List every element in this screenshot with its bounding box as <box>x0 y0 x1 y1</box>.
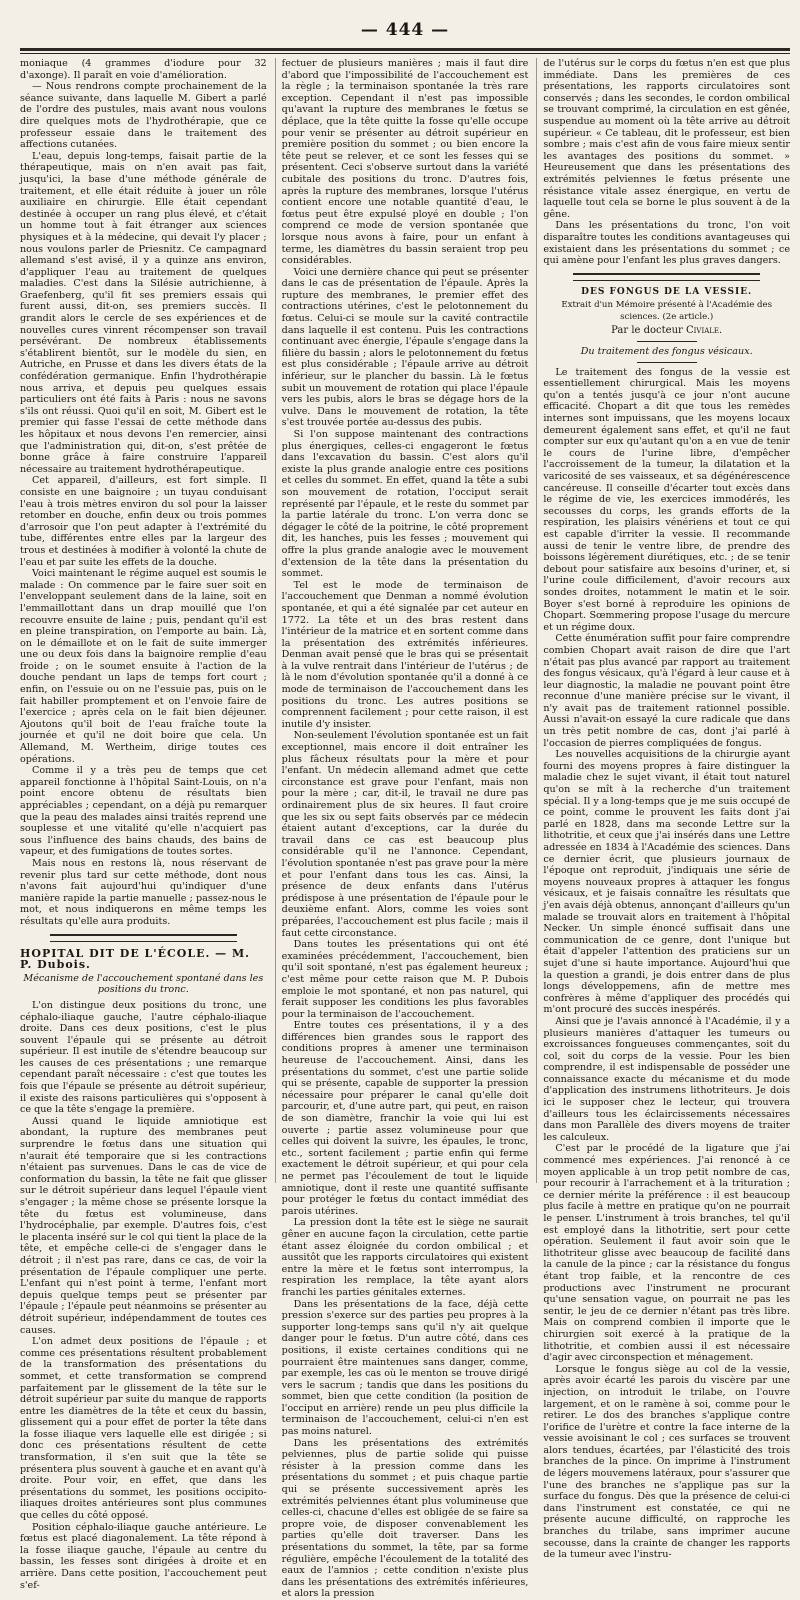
paragraph: Non-seulement l'évolution spontanée est un fait exceptionnel, mais encore il doit entraîner les plus fâcheux résultats pour la mère et pour l'enfant. Un médecin allemand admet que cette circonstance est grave pour l'enfant, mais non pour la mère ; car, dit-il, le travail ne dure pas ordinairement plus de six heures. Il faut croire que les six ou sept faits observés par ce médecin étaient autant d'exceptions, car la durée du travail dans ce cas est beaucoup plus considérable qu'il ne l'annonce. Cependant, l'évolution spontanée n'est pas grave pour la mère et pour l'enfant dans tous les cas. Ainsi, la présence de deux enfants dans l'utérus prédispose à une présentation de l'épaule pour le deuxième enfant. Alors, comme les voies sont préparées, l'accouchement est plus facile ; mais il faut cette circonstance. <box>281 730 529 939</box>
short-divider <box>637 341 697 342</box>
author-prefix: Par le docteur <box>611 325 686 337</box>
column-1 <box>20 58 267 1591</box>
paragraph: Cet appareil, d'ailleurs, est fort simple. Il consiste en une baignoire ; un tuyau conduisant l'eau à trois mètres environ du sol pour la laisser retomber en douche, enfin deux ou trois pommes d'arrosoir que l'on peut adapter à l'extrémité du tube, différentes entre elles par la largeur des trous et destinées à modifier à volonté la chute de l'eau et par suite les effets de la douche. <box>20 475 267 568</box>
paragraph: L'on admet deux positions de l'épaule ; et comme ces présentations résultent probablement de la transformation des présentations du sommet, et cette transformation se comprend parfaitement par le glissement de la tête sur le détroit supérieur par suite du manque de rapports entre les diamètres de la tête et ceux du bassin, glissement qui a pour effet de porter la tête dans la fosse iliaque vers laquelle elle est dirigée ; si donc ces présentations résultent de cette transformation, il s'en suit que la tête se présentera plus souvent à gauche et en avant qu'à droite. Pour voir, en effet, que dans les présentations du sommet, les positions occipito-iliaques droites antérieures sont plus communes que celles du côté opposé. <box>20 1336 267 1522</box>
paragraph: Aussi quand le liquide amniotique est abondant, la rupture des membranes peut surprendre le fœtus dans une situation qui n'aurait été temporaire que si les contractions n'étaient pas survenues. Dans le cas de vice de conformation du bassin, la tête ne fait que glisser sur le détroit supérieur dans lequel l'épaule vient s'engager ; la même chose se présente lorsque la tête du fœtus est volumineuse, dans l'hydrocéphalie, par exemple. D'autres fois, c'est le placenta inséré sur le col qui tient la place de la tête, et empêche celle-ci de s'engager dans le détroit ; il n'est pas rare, dans ce cas, de voir la présentation de l'épaule compliquer une perte. L'enfant qui n'est point à terme, l'enfant mort depuis quelque temps peut se présenter par l'épaule ; l'épaule peut néanmoins se présenter au détroit supérieur, indépendamment de toutes ces causes. <box>20 1115 267 1336</box>
section-title: DES FONGUS DE LA VESSIE. <box>581 286 753 297</box>
column-3 <box>536 58 791 1561</box>
paragraph: La pression dont la tête est le siège ne saurait gêner en aucune façon la circulation, cette partie étant assez éloignée du cordon ombilical ; et aussitôt que les rapports circulatoires qui existent entre la mère et le fœtus sont interrompus, la respiration les remplace, la tête ayant alors franchi les parties génitales externes. <box>281 1217 529 1298</box>
paragraph: Voici maintenant le régime auquel est soumis le malade : On commence par le faire suer soit en l'enveloppant seulement dans de la laine, soit en l'emmaillottant dans un drap mouillé que l'on recouvre ensuite de laine ; puis, pendant qu'il est en pleine transpiration, on l'emporte au bain. Là, on le démaillote et on le fait de suite immerger une ou deux fois dans la baignoire remplie d'eau froide ; on le soumet ensuite à l'action de la douche pendant un laps de temps fort court ; enfin, on l'essuie ou on ne l'essuie pas, puis on le fait habiller promptement et on l'envoie faire de l'exercice ; après cela on le fait bien déjeuner. Ajoutons qu'il boit de l'eau fraîche toute la journée et qu'il ne doit boire que cela. Un Allemand, M. Wertheim, dirige toutes ces opérations. <box>20 568 267 765</box>
paragraph: Dans les présentations de la face, déjà cette pression s'exerce sur des parties peu propres à la supporter long-temps sans qu'il n'y ait quelque danger pour le fœtus. D'un autre côté, dans ces positions, il existe certaines conditions qui ne pourraient être maintenues sans danger, comme, par exemple, les cas où le menton se trouve dirigé vers le sacrum ; tandis que dans les positions du sommet, bien que cette condition (la position de l'occiput en arrière) rende un peu plus difficile la terminaison de l'accouchement, celui-ci n'en est pas moins naturel. <box>281 1298 529 1438</box>
paragraph: fectuer de plusieurs manières ; mais il faut dire d'abord que l'impossibilité de l'accouchement est la règle ; la terminaison spontanée la très rare exception. Cependant il n'est pas impossible qu'avant la rupture des membranes le fœtus se déplace, que la tête quitte la fosse qu'elle occupe pour venir se présenter au détroit supérieur en première position du sommet ; ou bien encore la tête peut se relever, et ce sont les fesses qui se présentent. Ceci s'observe surtout dans la variété cubitale des positions du tronc. D'autres fois, après la rupture des membranes, lorsque l'utérus contient encore une notable quantité d'eau, le fœtus peut être expulsé ployé en double ; l'on comprend ce mode de version spontanée que lorsque nous avons à faire, pour un enfant à terme, les diamètres du bassin seraient trop peu considérables. <box>281 58 529 267</box>
paragraph: Entre toutes ces présentations, il y a des différences bien grandes sous le rapport des conditions propres à amener une terminaison heureuse de l'accouchement. Ainsi, dans les présentations du sommet, c'est une partie solide qui se présente, capable de supporter la pression nécessaire pour préparer le canal qu'elle doit parcourir, et, d'une autre part, qui peut, en raison de son diamètre, franchir la voie qui lui est ouverte ; partie assez volumineuse pour que celles qui doivent la suivre, les épaules, le tronc, etc., sortent facilement ; partie enfin qui ferme exactement le détroit supérieur, et qui pour cela ne permet pas l'écoulement de tout le liquide amniotique, dont il reste une quantité suffisante pour protéger le fœtus du contact immédiat des parois utérines. <box>281 1020 529 1217</box>
paragraph: Cette énumération suffit pour faire comprendre combien Chopart avait raison de dire que l'art n'était pas plus avancé par rapport au traitement des fongus vésicaux, qu'à l'égard à leur cause et à leur diagnostic, la maladie ne pouvant point être reconnue d'une manière précise sur le vivant, il n'y avait pas de traitement rationnel possible. Aussi n'avait-on essayé la cure radicale que dans un très petit nombre de cas, dont j'ai parlé à l'occasion de pierres compliquées de fongus. <box>543 633 791 749</box>
paragraph: Tel est le mode de terminaison de l'accouchement que Denman a nommé évolution spontanée, et qui a été signalée par cet auteur en 1772. La tête et un des bras restent dans l'intérieur de la matrice et en sortent comme dans la présentation des extrémités inférieures. Denman avait pensé que le bras qui se présentait à la vulve rentrait dans l'intérieur de l'utérus ; de là le nom d'évolution spontanée qu'il a donné à ce mode de terminaison de l'accouchement dans les positions du tronc. Les autres positions se comprennent facilement ; pour cette raison, il est inutile d'y insister. <box>281 579 529 730</box>
paragraph: Les nouvelles acquisitions de la chirurgie ayant fourni des moyens propres à faire distinguer la maladie chez le sujet vivant, il était tout naturel qu'on se mît à la recherche d'un traitement spécial. Il y a long-temps que je me suis occupé de ce point, comme le prouvent les faits dont j'ai parlé en 1828, dans ma seconde Lettre sur la lithotritie, et ceux que j'ai insérés dans une Lettre adressée en 1834 à l'Académie des sciences. Dans ce dernier écrit, que plusieurs journaux de l'époque ont reproduit, j'indiquais une série de moyens nouveaux propres à attaquer les fongus vésicaux, et je faisais connaître les résultats que j'en avais déjà obtenus, annonçant d'ailleurs qu'un malade se trouvait alors en traitement à l'hôpital Necker. Un simple énoncé suffisait dans une communication de ce genre, dont l'unique but était d'appeler l'attention des praticiens sur un sujet d'une si haute importance. Aujourd'hui que la question a grandi, je dois entrer dans de plus longs développemens, afin de mettre mes confrères à même d'appliquer des procédés qui m'ont procuré des succès inespérés. <box>543 749 791 1016</box>
paragraph: Si l'on suppose maintenant des contractions plus énergiques, celles-ci engageront le fœtus dans l'excavation du bassin. C'est alors qu'il existe la plus grande analogie entre ces positions et celles du sommet. En effet, quand la tête a subi son mouvement de rotation, l'occiput serait représenté par l'épaule, et le reste du sommet par la partie latérale du tronc. L'on verra donc se dégager le côté de la poitrine, le côté proprement dit, les hanches, puis les fesses ; mouvement qui offre la plus grande analogie avec le mouvement d'extension de la tête dans la présentation du sommet. <box>281 429 529 580</box>
page-number: — 444 — <box>360 20 450 40</box>
article-subtitle: Mécanisme de l'accouchement spontané dans les positions du tronc. <box>23 972 264 996</box>
page-header <box>20 10 790 58</box>
paragraph: Comme il y a très peu de temps que cet appareil fonctionne à l'hôpital Saint-Louis, on n'a point encore obtenu de résultats bien appréciables ; cependant, on a déjà pu remarquer que la peau des malades ainsi traités reprend une souplesse et une vitalité qu'elle n'acquiert pas sous l'influence des bains chauds, des bains de vapeur, et des fumigations de toutes sortes. <box>20 765 267 858</box>
author-name: Civiale. <box>685 325 723 337</box>
text-columns <box>20 58 791 1600</box>
author-line <box>543 325 790 337</box>
paragraph: Ainsi que je l'avais annoncé à l'Académie, il y a plusieurs manières d'attaquer les tumeurs ou excroissances fongueuses commençantes, soit du col, soit du corps de la vessie. Pour les bien comprendre, il est indispensable de posséder une connaissance exacte du mécanisme et du mode d'application des instrumens lithotriteurs. Je dois ici le supposer chez le lecteur, qui trouvera d'ailleurs tous les éclaircissements nécessaires dans mon Parallèle des divers moyens de traiter les calculeux. <box>543 1015 791 1143</box>
header-rule-thick <box>20 48 790 51</box>
paragraph: Dans les présentations des extrémités pelviennes, plus de partie solide qui puisse résister à la pression comme dans les présentations du sommet ; et puis chaque partie qui se présente successivement après les extrémités pelviennes étant plus volumineuse que celles-ci, chacune d'elles est obligée de se faire sa propre voie, de disposer convenablement les parties qu'elle doit traverser. Dans les présentations du sommet, la tête, par sa forme régulière, empêche l'écoulement de la totalité des eaux de l'amnios ; cette condition n'existe plus dans les présentations des extrémités inférieures, et alors la pression <box>281 1437 529 1600</box>
paragraph: L'on distingue deux positions du tronc, une céphalo-iliaque gauche, l'autre céphalo-iliaque droite. Dans ces deux positions, c'est le plus souvent l'épaule qui se présente au détroit supérieur. Il est inutile de s'étendre beaucoup sur les causes de ces présentations ; une remarque cependant paraît nécessaire : c'est que toutes les fois que l'épaule se présente au détroit supérieur, il existe des raisons particulières qui s'opposent à ce que la tête s'engage la première. <box>20 999 267 1116</box>
article-subtitle: Du traitement des fongus vésicaux. <box>580 346 753 358</box>
paragraph: Dans les présentations du tronc, l'on voit disparaître toutes les conditions avantageuses qui existaient dans les présentations du sommet ; ce qui amène pour l'enfant les plus graves dangers. <box>543 220 791 267</box>
section-title: HOPITAL DIT DE L'ÉCOLE. — M. P. Dubois. <box>20 946 250 972</box>
paragraph: moniaque (4 grammes d'iodure pour 32 d'axonge). Il paraît en voie d'amélioration. <box>20 58 267 81</box>
paragraph: Voici une dernière chance qui peut se présenter dans le cas de présentation de l'épaule. Après la rupture des membranes, le premier effet des contractions utérines, c'est le pelotonnement du fœtus. Celui-ci se moule sur la cavité contractile dans laquelle il est contenu. Puis les contractions continuant avec énergie, l'épaule s'engage dans la filière du bassin ; alors le pelotonnement du fœtus est plus considérable ; l'épaule arrive au détroit inférieur, sur le plancher du bassin. Là le fœtus subit un mouvement de rotation qui place l'épaule vers les pubis, alors le bras se dégage hors de la vulve. Dans le mouvement de rotation, la tête s'est trouvée portée au-dessus des pubis. <box>281 266 529 429</box>
header-rule-thin <box>20 53 790 54</box>
short-divider <box>637 362 697 363</box>
paragraph: L'eau, depuis long-temps, faisait partie de la thérapeutique, mais on n'en avait pas fait, jusqu'ici, la base d'une méthode générale de traitement, et elle était réduite à jouer un rôle auxiliaire en chirurgie. Elle était cependant destinée à occuper un rang plus élevé, et c'était un homme tout à fait étranger aux sciences physiques et à la médecine, qui devait l'y placer ; nous voulons parler de Priesnitz. Ce campagnard allemand s'est avisé, il y a quinze ans environ, d'appliquer l'eau au traitement de quelques maladies. C'est dans la Silésie autrichienne, à Graefenberg, qu'il fit ses premiers essais qui furent aussi, dit-on, ses premiers succès. Il grandit alors le cercle de ses expériences et de nouvelles cures vinrent récompenser son travail persévérant. De nombreux établissements s'établirent bientôt, sur le modèle du sien, en Autriche, en Prusse et dans les divers états de la confédération germanique. Enfin l'hydrothérapie nous arriva, et depuis peu quelques essais particuliers ont été faits à Paris : nous ne savons s'ils ont réussi. Quoi qu'il en soit, M. Gibert est le premier qui fasse l'essai de cette méthode dans les hôpitaux et nous devons l'en remercier, ainsi que l'administration qui, dit-on, s'est prêtée de bonne grâce à faire construire l'appareil nécessaire au traitement hydrothérapeutique. <box>20 150 267 475</box>
extract-note: Extrait d'un Mémoire présenté à l'Académie des sciences. (2e article.) <box>561 300 773 322</box>
paragraph: Le traitement des fongus de la vessie est essentiellement chirurgical. Mais les moyens qu'on a tentés jusqu'à ce jour n'ont aucune efficacité. Chopart a dit que tous les remèdes internes sont impuissans, que les moyens locaux demeurent également sans effet, et qu'il ne faut compter sur eux qu'autant qu'on a en vue de tenir le cours de l'urine libre, d'empêcher l'accroissement de la tumeur, la dilatation et la varicosité de ses vaisseaux, et sa dégénérescence cancéreuse. Il conseille d'écarter tout excès dans le régime de vie, les exercices immodérés, les secousses du corps, les grands efforts de la respiration, les plaisirs vénériens et tout ce qui est capable d'irriter la vessie. Il recommande aussi de tenir le ventre libre, de prendre des boissons légèrement diurétiques, etc. ; de se tenir debout pour satisfaire aux besoins d'uriner, et, si l'urine coule difficilement, d'avoir recours aux sondes droites, notamment le matin et le soir. Boyer s'est borné à reproduire les opinions de Chopart. Sœmmering propose l'usage du mercure et un régime doux. <box>543 366 791 633</box>
paragraph: Lorsque le fongus siège au col de la vessie, après avoir écarté les parois du viscère par une injection, on introduit le trilabe, on l'ouvre largement, et on le ramène à soi, comme pour le retirer. Le dos des branches s'applique contre l'orifice de l'urètre et contre la face interne de la vessie avoisinant le col ; ces surfaces se trouvent alors tendues, écartées, par l'élasticité des trois branches de la pince. On imprime à l'instrument de légers mouvemens latéraux, pour s'assurer que l'une des branches ne s'applique pas sur la surface du fongus. Dès que la présence de celui-ci dans l'instrument est constatée, ce qui ne présente aucune difficulté, on rapproche les branches du trilabe, sans imprimer aucune secousse, dans la crainte de changer les rapports de la tumeur avec l'instru- <box>543 1363 791 1561</box>
paragraph: — Nous rendrons compte prochainement de la séance suivante, dans laquelle M. Gibert a parlé de l'ordre des pustules, mais avant nous voulons dire quelques mots de l'hydrothérapie, que ce professeur essaie dans le traitement des affections cutanées. <box>20 81 267 151</box>
paragraph: Dans toutes les présentations qui ont été examinées précédemment, l'accouchement, bien qu'il soit spontané, n'est pas également heureux ; c'est même pour cette raison que M. P. Dubois emploie le mot spontané, et non pas naturel, qui ferait supposer les conditions les plus favorables pour la terminaison de l'accouchement. <box>281 939 529 1020</box>
paragraph: de l'utérus sur le corps du fœtus n'en est que plus immédiate. Dans les premières de ces présentations, les rapports circulatoires sont conservés ; dans les secondes, le cordon ombilical se trouvant comprimé, la circulation en est gênée, suspendue au moment où la tête arrive au détroit supérieur. « Ce tableau, dit le professeur, est bien sombre ; mais c'est afin de vous faire mieux sentir les avantages des positions du sommet. » Heureusement que dans les présentations des extrémités pelviennes le fœtus présente une résistance vitale assez énergique, en vertu de laquelle tout cela se borne le plus souvent à de la gêne. <box>543 58 791 220</box>
paragraph: C'est par le procédé de la ligature que j'ai commencé mes expériences. J'ai renoncé à ce moyen applicable à un trop petit nombre de cas, pour recourir à l'arrachement et à la trituration ; ce dernier mérite la préférence : il est beaucoup plus facile à mettre en pratique qu'on ne pourrait le penser. L'instrument à trois branches, tel qu'il est employé dans la lithotritie, sert pour cette opération. Seulement il faut avoir soin que le lithotriteur glisse avec beaucoup de facilité dans la canule de la pince ; car la résistance du fongus étant trop faible, et la rencontre de ces productions avec l'instrument ne procurant qu'une sensation vague, on pourrait ne pas les sentir, le jeu de ce dernier n'étant pas très libre. Mais on comprend combien il importe que le chirurgien soit exercé à la pratique de la lithotritie, et combien aussi il est nécessaire d'agir avec circonspection et ménagement. <box>543 1143 791 1364</box>
section-divider <box>573 273 760 281</box>
column-2 <box>275 58 529 1600</box>
paragraph: Mais nous en restons là, nous réservant de revenir plus tard sur cette méthode, dont nous n'avons fait aujourd'hui qu'indiquer d'une manière rapide la partie manuelle ; passez-nous le mot, et nous indiquerons en même temps les résultats qu'elle aura produits. <box>20 857 267 927</box>
section-divider <box>50 934 237 942</box>
paragraph: Position céphalo-iliaque gauche antérieure. Le fœtus est placé diagonalement. La tête répond à la fosse iliaque gauche, l'épaule au centre du bassin, les fesses sont dirigées à droite et en arrière. Dans cette position, l'accouchement peut s'ef- <box>20 1521 267 1591</box>
